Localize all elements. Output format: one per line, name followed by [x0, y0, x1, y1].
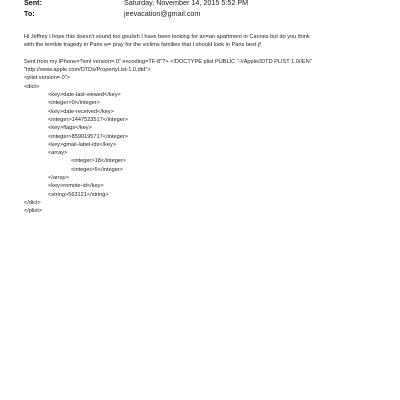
plist-line: <string>563121</string> [48, 191, 109, 198]
plist-line: <plist version=.0"> [24, 75, 70, 82]
to-value: jeevacation@gmail.com [124, 9, 201, 18]
paragraph-gap [24, 50, 384, 58]
plist-line: <key>flags</key> [48, 125, 92, 132]
plist-line: <integer>5</integer> [71, 166, 123, 173]
sent-label: Sent: [24, 0, 42, 7]
email-header [24, 0, 384, 19]
plist-line: <integer>8590195717</integer> [48, 133, 128, 140]
plist-line: </dict> [24, 199, 41, 206]
plist-line: <integer>18</integer> [71, 158, 127, 165]
plist-line: <key>date-received</key> [48, 108, 114, 115]
email-body [24, 33, 384, 216]
to-row [24, 8, 384, 19]
body-paragraph-2-line-2: "http://www.apple.com/DTDs/PropertyList-1.0.dtd"> [24, 67, 151, 74]
plist-block [24, 74, 384, 215]
plist-line: <integer>0</integer> [48, 100, 100, 107]
sent-row [24, 0, 384, 8]
plist-line: <integer>1447523517</integer> [48, 116, 128, 123]
plist-line: <key>gmail-label-ids</key> [48, 141, 117, 148]
plist-line: </array> [48, 175, 69, 182]
plist-line: </plist> [24, 208, 43, 215]
plist-line: <array> [48, 150, 68, 157]
plist-line: <dict> [24, 83, 40, 90]
sent-value: Saturday, November 14, 2015 5:52 PM [124, 0, 249, 7]
body-paragraph-1-line-1: Hi Jeffrey I hope this doesn't sound too goulish I have been looking for an=an apartment in Cannes but do you think [24, 34, 310, 40]
body-paragraph-1-line-2: with the terrible tragedy in Paris w= pray for the victims families that I should look in Paris best jf [24, 42, 261, 49]
to-label: To: [24, 9, 35, 18]
plist-line: <key>date-last-viewed</key> [48, 92, 121, 99]
plist-line: <key>remote-id</key> [48, 183, 104, 190]
body-paragraph-2-line-1: Sent from my iPhone=?xml version=.0" encoding=TF-8"?> <!DOCTYPE plist PUBLIC "-//Apple//DTD PLIST 1.0//EN" [24, 58, 312, 65]
